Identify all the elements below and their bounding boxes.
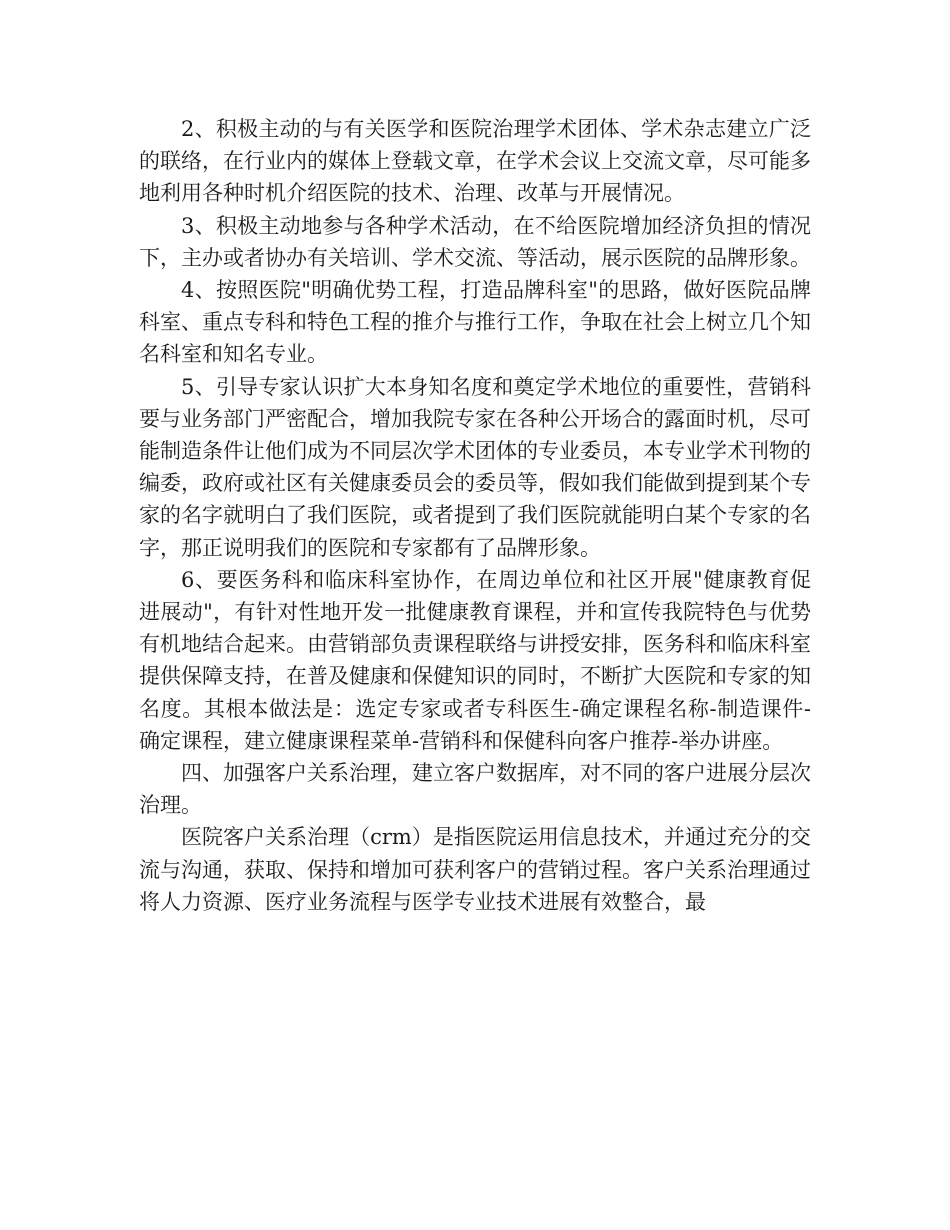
paragraph-2: 2、积极主动的与有关医学和医院治理学术团体、学术杂志建立广泛的联络，在行业内的媒体上登载文章，在学术会议上交流文章，尽可能多地利用各种时机介绍医院的技术、治理、改革与开展情况。 — [139, 117, 811, 206]
paragraph-6: 6、要医务科和临床科室协作，在周边单位和社区开展"健康教育促进展动"，有针对性地开发一批健康教育课程，并和宣传我院特色与优势有机地结合起来。由营销部负责课程联络与讲授安排，医务科和临床科室提供保障支持，在普及健康和保健知识的同时，不断扩大医院和专家的知名度。其根本做法是：选定专家或者专科医生-确定课程名称-制造课件-确定课程，建立健康课程菜单-营销科和保健科向客户推荐-举办讲座。 — [139, 567, 811, 753]
document-body — [139, 113, 811, 918]
paragraph-3: 3、积极主动地参与各种学术活动，在不给医院增加经济负担的情况下，主办或者协办有关培训、学术交流、等活动，展示医院的品牌形象。 — [139, 213, 811, 270]
paragraph-5: 5、引导专家认识扩大本身知名度和奠定学术地位的重要性，营销科要与业务部门严密配合，增加我院专家在各种公开场合的露面时机，尽可能制造条件让他们成为不同层次学术团体的专业委员，本专业学术刊物的编委，政府或社区有关健康委员会的委员等，假如我们能做到提到某个专家的名字就明白了我们医院，或者提到了我们医院就能明白某个专家的名字，那正说明我们的医院和专家都有了品牌形象。 — [139, 374, 811, 560]
paragraph-4: 4、按照医院"明确优势工程，打造品牌科室"的思路，做好医院品牌科室、重点专科和特色工程的推介与推行工作，争取在社会上树立几个知名科室和知名专业。 — [139, 278, 811, 367]
section-heading-4: 四、加强客户关系治理，建立客户数据库，对不同的客户进展分层次治理。 — [139, 761, 811, 818]
paragraph-crm: 医院客户关系治理（crm）是指医院运用信息技术，并通过充分的交流与沟通，获取、保持和增加可获利客户的营销过程。客户关系治理通过将人力资源、医疗业务流程与医学专业技术进展有效整合，最 — [139, 825, 811, 914]
